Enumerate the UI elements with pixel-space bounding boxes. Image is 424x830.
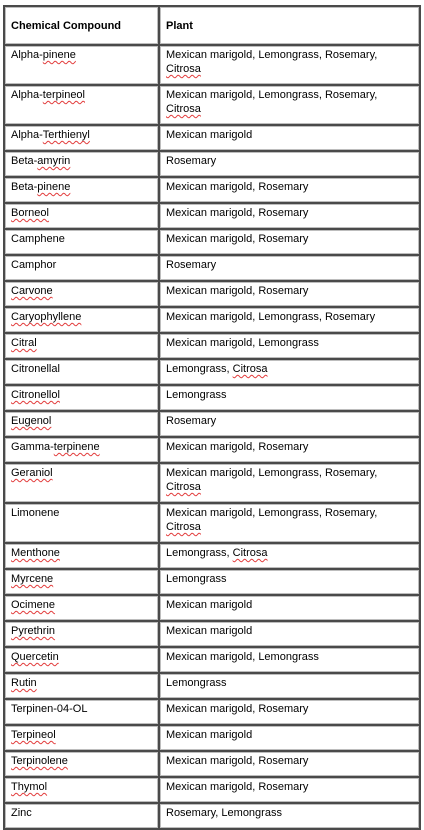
plant-cell: Mexican marigold, Lemongrass, Rosemary, Citrosa bbox=[159, 503, 420, 543]
compound-cell bbox=[4, 203, 159, 229]
compound-cell: Alpha-Terthienyl bbox=[4, 125, 159, 151]
plant-cell: Mexican marigold, Rosemary bbox=[159, 699, 420, 725]
compound-cell: Gamma-terpinene bbox=[4, 437, 159, 463]
compound-cell bbox=[4, 621, 159, 647]
spellcheck-word: amyrin bbox=[37, 155, 71, 167]
table-row bbox=[4, 333, 420, 359]
table-row bbox=[4, 503, 420, 543]
plant-cell: Lemongrass bbox=[159, 385, 420, 411]
spellcheck-word: Rutin bbox=[11, 677, 37, 689]
spellcheck-word: terpinene bbox=[53, 441, 100, 453]
table-row bbox=[4, 255, 420, 281]
spellcheck-word: Citral bbox=[11, 337, 37, 349]
table-row bbox=[4, 359, 420, 385]
compound-cell bbox=[4, 595, 159, 621]
spellcheck-word: pinene bbox=[42, 49, 76, 61]
compound-cell bbox=[4, 411, 159, 437]
table-row bbox=[4, 777, 420, 803]
spellcheck-word: Citrosa bbox=[166, 103, 201, 115]
compound-cell bbox=[4, 725, 159, 751]
table-row bbox=[4, 411, 420, 437]
header-plant: Plant bbox=[159, 6, 420, 45]
spellcheck-word: Caryophyllene bbox=[11, 311, 82, 323]
table-row bbox=[4, 125, 420, 151]
spellcheck-word: Pyrethrin bbox=[11, 625, 56, 637]
compound-cell bbox=[4, 569, 159, 595]
spellcheck-word: Menthone bbox=[11, 547, 60, 559]
compound-cell: Alpha-terpineol bbox=[4, 85, 159, 125]
plant-cell: Mexican marigold bbox=[159, 725, 420, 751]
header-chemical-compound: Chemical Compound bbox=[4, 6, 159, 45]
table-row bbox=[4, 281, 420, 307]
plant-cell: Rosemary bbox=[159, 255, 420, 281]
spellcheck-word: Carvone bbox=[11, 285, 53, 297]
plant-cell: Mexican marigold, Lemongrass bbox=[159, 333, 420, 359]
plant-cell: Mexican marigold, Rosemary bbox=[159, 177, 420, 203]
spellcheck-word: Citrosa bbox=[232, 363, 268, 375]
compound-cell bbox=[4, 333, 159, 359]
table-row bbox=[4, 463, 420, 503]
table-row bbox=[4, 725, 420, 751]
compound-cell bbox=[4, 307, 159, 333]
plant-cell: Mexican marigold, Lemongrass bbox=[159, 647, 420, 673]
plant-cell: Lemongrass, Citrosa bbox=[159, 543, 420, 569]
compound-cell: Citronellal bbox=[4, 359, 159, 385]
compound-cell bbox=[4, 281, 159, 307]
compound-cell: Beta-amyrin bbox=[4, 151, 159, 177]
plant-cell: Mexican marigold, Lemongrass, Rosemary, Citrosa bbox=[159, 463, 420, 503]
table-row bbox=[4, 569, 420, 595]
compound-cell: Beta-pinene bbox=[4, 177, 159, 203]
table-row bbox=[4, 151, 420, 177]
spellcheck-word: Borneol bbox=[11, 207, 49, 219]
table-row bbox=[4, 699, 420, 725]
spellcheck-word: Ocimene bbox=[11, 599, 56, 611]
plant-cell: Mexican marigold, Rosemary bbox=[159, 229, 420, 255]
table-row bbox=[4, 45, 420, 85]
plant-cell: Mexican marigold, Rosemary bbox=[159, 203, 420, 229]
spellcheck-word: pinene bbox=[37, 181, 71, 193]
compound-cell: Alpha-pinene bbox=[4, 45, 159, 85]
spellcheck-word: Eugenol bbox=[11, 415, 52, 427]
spellcheck-word: Citrosa bbox=[232, 547, 268, 559]
plant-cell: Mexican marigold, Rosemary bbox=[159, 437, 420, 463]
plant-cell: Mexican marigold, Rosemary bbox=[159, 777, 420, 803]
compound-cell: Camphor bbox=[4, 255, 159, 281]
table-row bbox=[4, 203, 420, 229]
spellcheck-word: Quercetin bbox=[11, 651, 59, 663]
plant-cell: Mexican marigold, Lemongrass, Rosemary, Citrosa bbox=[159, 85, 420, 125]
table-row bbox=[4, 543, 420, 569]
compound-cell bbox=[4, 777, 159, 803]
table-row bbox=[4, 621, 420, 647]
plant-cell: Lemongrass bbox=[159, 673, 420, 699]
compound-cell: Terpinen-04-OL bbox=[4, 699, 159, 725]
compound-cell bbox=[4, 543, 159, 569]
plant-cell: Mexican marigold bbox=[159, 595, 420, 621]
spellcheck-word: Citrosa bbox=[166, 481, 201, 493]
table-row bbox=[4, 751, 420, 777]
table-row bbox=[4, 803, 420, 829]
table-header-row bbox=[4, 6, 420, 45]
spellcheck-word: Thymol bbox=[11, 781, 48, 793]
plant-cell: Mexican marigold, Lemongrass, Rosemary bbox=[159, 307, 420, 333]
compound-cell bbox=[4, 751, 159, 777]
spellcheck-word: Citrosa bbox=[166, 521, 201, 533]
spellcheck-word: terpineol bbox=[42, 89, 85, 101]
plant-cell: Mexican marigold bbox=[159, 621, 420, 647]
table-row bbox=[4, 437, 420, 463]
plant-cell: Mexican marigold, Rosemary bbox=[159, 281, 420, 307]
compound-plant-table bbox=[3, 5, 421, 830]
compound-cell bbox=[4, 463, 159, 503]
spellcheck-word: Citrosa bbox=[166, 63, 201, 75]
plant-cell: Lemongrass, Citrosa bbox=[159, 359, 420, 385]
plant-cell: Rosemary bbox=[159, 151, 420, 177]
plant-cell: Rosemary bbox=[159, 411, 420, 437]
compound-cell bbox=[4, 673, 159, 699]
table-body bbox=[4, 45, 420, 829]
table-row bbox=[4, 385, 420, 411]
table-row bbox=[4, 229, 420, 255]
plant-cell: Rosemary, Lemongrass bbox=[159, 803, 420, 829]
table-row bbox=[4, 595, 420, 621]
plant-cell: Lemongrass bbox=[159, 569, 420, 595]
plant-cell: Mexican marigold, Rosemary bbox=[159, 751, 420, 777]
spellcheck-word: Myrcene bbox=[11, 573, 54, 585]
compound-cell: Camphene bbox=[4, 229, 159, 255]
compound-cell bbox=[4, 647, 159, 673]
table-row bbox=[4, 673, 420, 699]
compound-cell: Limonene bbox=[4, 503, 159, 543]
spellcheck-word: Geraniol bbox=[11, 467, 53, 479]
table-row bbox=[4, 647, 420, 673]
compound-cell bbox=[4, 385, 159, 411]
spellcheck-word: Terthienyl bbox=[42, 129, 90, 141]
compound-cell: Zinc bbox=[4, 803, 159, 829]
spellcheck-word: Terpinolene bbox=[11, 755, 68, 767]
spellcheck-word: Citronellol bbox=[11, 389, 60, 401]
plant-cell: Mexican marigold bbox=[159, 125, 420, 151]
plant-cell: Mexican marigold, Lemongrass, Rosemary, Citrosa bbox=[159, 45, 420, 85]
table-row bbox=[4, 307, 420, 333]
table-row bbox=[4, 85, 420, 125]
table-row bbox=[4, 177, 420, 203]
spellcheck-word: Terpineol bbox=[11, 729, 56, 741]
